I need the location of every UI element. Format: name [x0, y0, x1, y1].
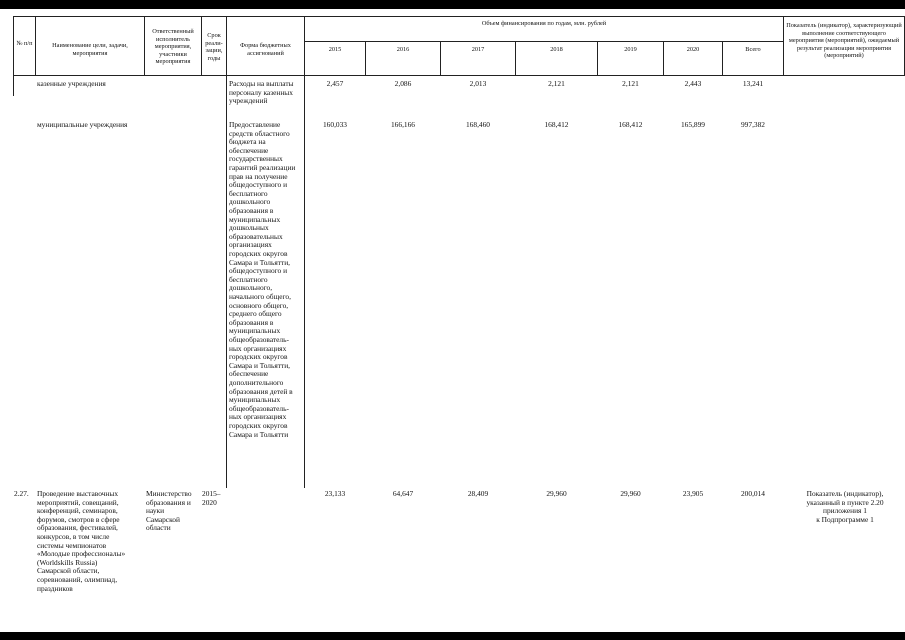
value-2020: 2,443: [684, 79, 702, 88]
row-number: 2.27.: [14, 489, 29, 498]
header-term: Срок реали-зации, годы: [205, 32, 223, 62]
value-2017: 168,460: [465, 120, 491, 129]
row-budget-form-line: муниципальных: [229, 326, 281, 336]
row-term-line: 2020: [202, 497, 217, 507]
row-budget-form-line: Самара и Тольятти,: [229, 360, 291, 370]
row-indicator-line: к Подпрограмме 1: [816, 514, 874, 524]
row-indicator-line: указанный в пункте 2.20: [806, 497, 884, 507]
row-name-line: «Молодые профессионалы»: [37, 549, 126, 559]
row-budget-form-line: образования в: [229, 317, 274, 327]
row-budget-form-line: городских округов: [229, 352, 288, 362]
value-total: 200,014: [740, 489, 766, 498]
col-border-no: [35, 16, 36, 76]
value-2017: 2,013: [469, 79, 487, 88]
value-2018: 29,960: [546, 489, 567, 498]
row-budget-form-line: начального общего,: [229, 292, 291, 301]
row-name-line: праздников: [37, 583, 73, 593]
row-budget-form-line: персоналу казенных: [229, 87, 293, 97]
header-budget-form: Форма бюджетных ассигнований: [240, 42, 291, 57]
row-budget-form-line: Самара и Тольятти,: [229, 257, 291, 267]
row-responsible-line: области: [146, 523, 171, 533]
value-2020: 23,905: [682, 489, 704, 498]
years-divider: [304, 41, 783, 42]
value-total: 997,382: [740, 120, 766, 129]
row-budget-form-line: муниципальных: [229, 214, 281, 224]
header-responsible: Ответственный исполнитель мероприятия, участники мероприятия: [152, 28, 194, 66]
row-budget-form-line: учреждений: [229, 96, 268, 106]
row-indicator-line: приложения 1: [823, 506, 867, 516]
header-year-2018: 2018: [550, 46, 563, 53]
row-budget-form-line: образовательных: [229, 231, 283, 241]
row-budget-form-line: организациях: [229, 240, 272, 250]
value-2019: 2,121: [622, 79, 639, 88]
col-border-name: [144, 16, 145, 76]
row-budget-form-line: прав на получение: [229, 171, 288, 181]
value-2015: 160,033: [322, 120, 348, 129]
row-term-line: 2015–: [202, 489, 221, 498]
row-name-line: системы чемпионатов: [37, 540, 107, 550]
row-indicator-line: Показатель (индикатор),: [806, 489, 884, 498]
scan-top-edge: [0, 0, 905, 9]
row-budget-form-line: бесплатного: [229, 188, 268, 198]
row-name-line: (Worldskills Russia): [37, 557, 98, 567]
col-border-term: [226, 16, 227, 488]
header-year-2015: 2015: [328, 46, 342, 53]
header-number: № п/п: [16, 40, 33, 47]
value-2018: 168,412: [544, 120, 569, 129]
row-budget-form-line: Предоставление: [229, 120, 281, 129]
header-funding: Объем финансирования по годам, млн. рублей: [481, 20, 607, 27]
row-budget-form-line: ных организациях: [229, 412, 287, 422]
row-budget-form-line: государственных: [229, 154, 283, 164]
value-2015: 23,133: [324, 489, 346, 498]
row-responsible-line: образования и: [146, 497, 191, 507]
scan-bottom-edge: [0, 632, 905, 640]
row-responsible-line: Министерство: [146, 489, 192, 498]
header-indicator: Показатель (индикатор), характеризующий выполнение соответствующего мероприятия (мероприятий), ожидаемый результат реализации мероприятия (мероприятий): [786, 22, 902, 60]
header-top-border: [13, 16, 905, 17]
row-budget-form-line: образования детей в: [229, 386, 293, 396]
header-year-2019: 2019: [624, 46, 637, 53]
col-border-total: [783, 16, 784, 76]
row-name-line: конкурсов, в том числе: [37, 532, 110, 541]
row-budget-form-line: средств областного: [229, 128, 290, 138]
value-2017: 28,409: [467, 489, 489, 498]
row-budget-form-line: обеспечение: [229, 369, 269, 379]
row-budget-form-line: гарантий реализации: [229, 163, 296, 172]
row-name-line: мероприятий, совещаний,: [37, 497, 119, 507]
row-name-line: Проведение выставочных: [37, 489, 119, 498]
row-name-line: казенные учреждения: [37, 79, 106, 88]
value-2016: 166,166: [390, 120, 416, 129]
value-2019: 29,960: [620, 489, 641, 498]
value-2020: 165,899: [680, 120, 706, 129]
value-2015: 2,457: [326, 79, 344, 88]
header-name: Наименование цели, задачи, мероприятия: [52, 42, 128, 57]
row-budget-form-line: дошкольного,: [229, 283, 273, 293]
header-bottom-border: [13, 75, 905, 76]
value-2016: 2,086: [394, 79, 412, 88]
header-year-2016: 2016: [396, 46, 410, 53]
row-budget-form-line: дошкольных: [229, 223, 269, 233]
row-budget-form-line: общедоступного и: [229, 266, 288, 276]
row-name-line: Самарской области,: [37, 566, 100, 576]
row-budget-form-line: дошкольного: [229, 197, 271, 207]
row-name-line: образования, фестивалей,: [37, 523, 118, 533]
row-name-line: форумов, смотров в сфере: [37, 514, 120, 524]
row-budget-form-line: образования в: [229, 206, 274, 215]
value-total: 13,241: [742, 79, 764, 88]
row-budget-form-line: основного общего,: [229, 300, 289, 310]
header-year-2017: 2017: [471, 46, 485, 53]
value-2016: 64,647: [392, 489, 414, 498]
row-budget-form-line: бесплатного: [229, 274, 268, 284]
row-budget-form-line: муниципальных: [229, 395, 281, 405]
row-name-line: соревнований, олимпиад,: [37, 575, 118, 584]
header-year-2020: 2020: [686, 46, 700, 53]
row-budget-form-line: обеспечение: [229, 145, 269, 155]
row-budget-form-line: дополнительного: [229, 378, 284, 387]
row-responsible-line: науки: [146, 506, 165, 516]
value-2018: 2,121: [548, 79, 565, 88]
value-2019: 168,412: [618, 120, 643, 129]
row-budget-form-line: общеобразователь-: [229, 403, 289, 413]
row-budget-form-line: общедоступного и: [229, 180, 288, 190]
row-budget-form-line: среднего общего: [229, 309, 282, 319]
row-name-line: муниципальные учреждения: [37, 120, 128, 129]
row-responsible-line: Самарской: [146, 514, 180, 524]
header-total: Всего: [745, 46, 761, 53]
row-budget-form-line: бюджета на: [229, 137, 266, 147]
row-name-line: конференций, семинаров,: [37, 506, 118, 516]
row-budget-form-line: ных организациях: [229, 343, 287, 353]
row-budget-form-line: городских округов: [229, 421, 288, 430]
row-budget-form-line: городских округов: [229, 249, 288, 258]
row-budget-form-line: Самара и Тольятти: [229, 429, 289, 439]
row-budget-form-line: Расходы на выплаты: [229, 79, 294, 88]
col-border-left: [13, 16, 14, 96]
row-budget-form-line: общеобразователь-: [229, 335, 289, 344]
